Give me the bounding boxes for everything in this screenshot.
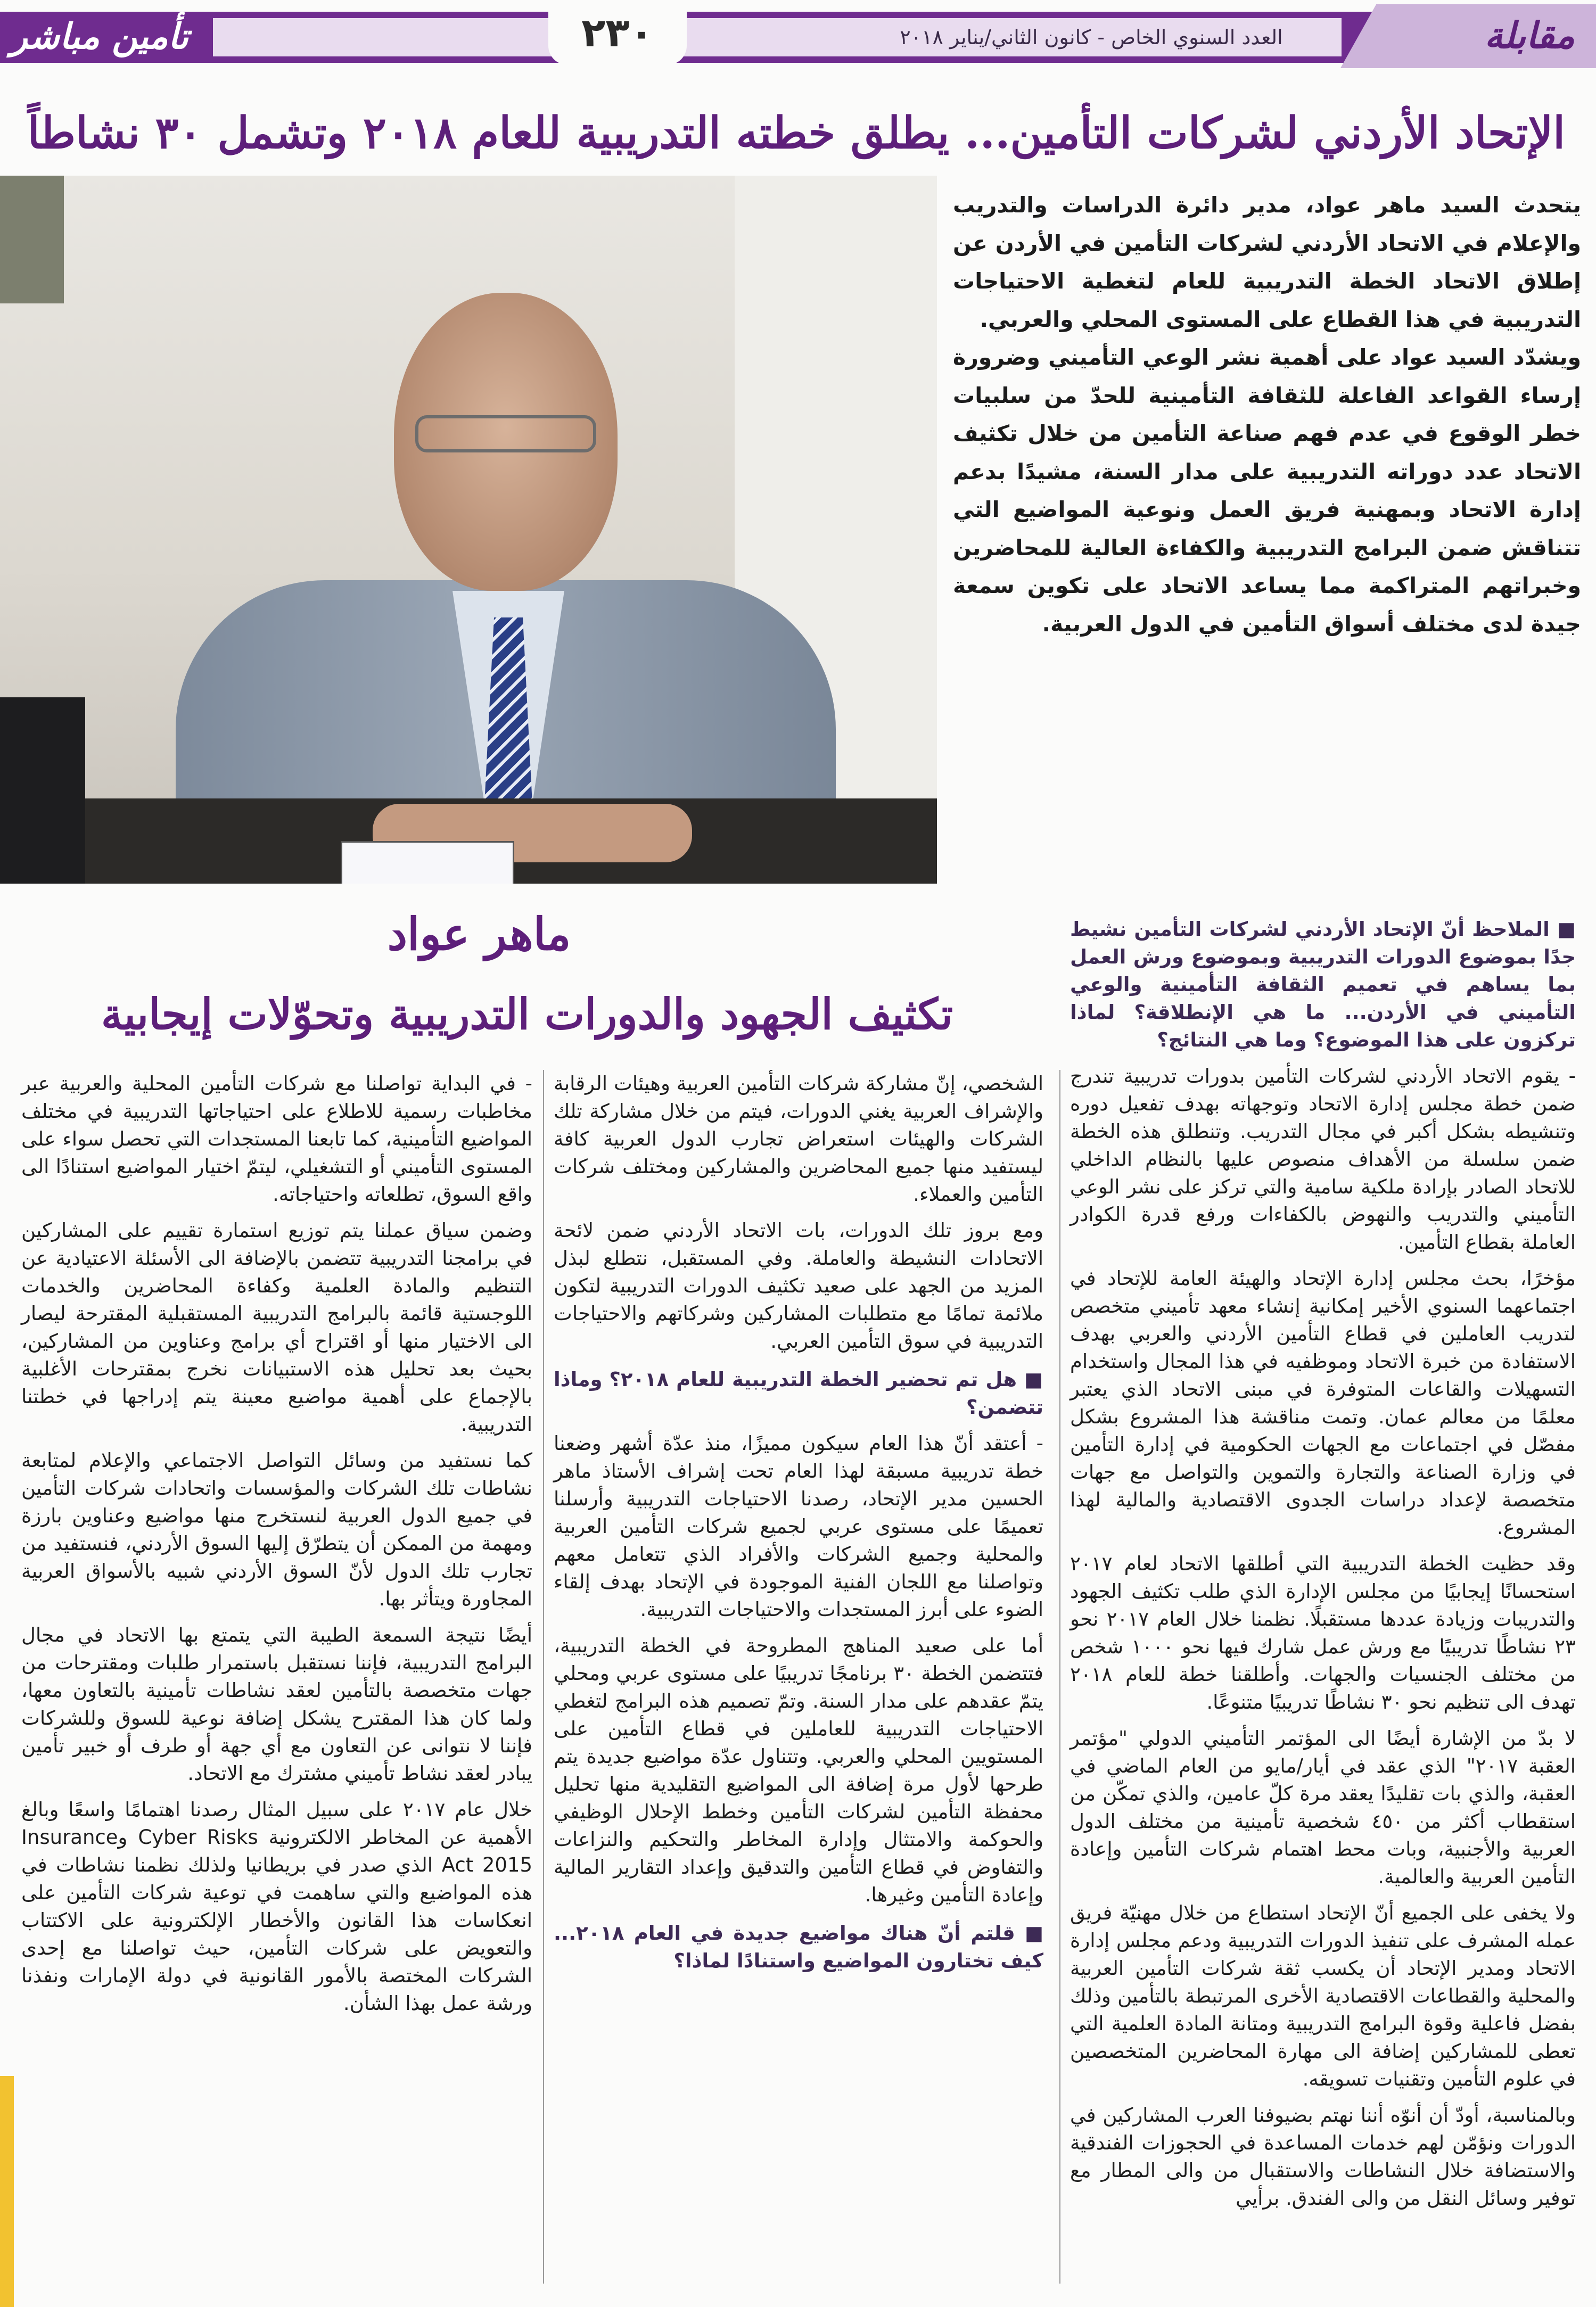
intro-paragraph: ويشدّد السيد عواد على أهمية نشر الوعي التأميني وضرورة إرساء القواعد الفاعلة للثقافة التأمينية للحدّ من سلبيات خطر الوقوع في عدم فهم صناعة التأمين من خلال تكثيف الاتحاد عدد دوراته التدريبية على مدار السنة، مشيدًا بدعم إدارة الاتحاد وبمهنية فريق العمل ونوعية المواضيع التي تتناقش ضمن البرامج التدريبية والكفاءة العالية للمحاضرين وخبراتهم المتراكمة مما يساعد الاتحاد على تكوين سمعة جيدة لدى مختلف أسواق التأمين في الدول العربية. (953, 344, 1581, 637)
column-divider (1059, 1070, 1060, 2284)
page-edge-mark (0, 2076, 14, 2307)
paragraph: ولا يخفى على الجميع أنّ الإتحاد استطاع من خلال مهنيّة فريق عمله المشرف على تنفيذ الدورات التدريبية ودعم مجلس إدارة الاتحاد ومدير الإتحاد أن يكسب ثقة شركات التأمين العربية والمحلية والقطاعات الاقتصادية الأخرى المرتبطة بالتأمين وذلك بفضل فاعلية وقوة البرامج التدريبية ومتانة المادة العلمية التي تعطى للمشاركين إضافة الى مهارة المحاضرين المتخصصين في علوم التأمين وتقنيات تسويقه. (1070, 1901, 1576, 2090)
photo-desk-card (341, 841, 514, 884)
question: ■ هل تم تحضير الخطة التدريبية للعام ٢٠١٨؟ وماذا تتضمن؟ (554, 1368, 1043, 1419)
issue-info: العدد السنوي الخاص - كانون الثاني/يناير ٢٠١٨ (900, 26, 1283, 49)
paragraph: أما على صعيد المناهج المطروحة في الخطة التدريبية، فتتضمن الخطة ٣٠ برنامجًا تدريبيًا على مستوى عربي ومحلي يتمّ عقدهم على مدار السنة. وتمّ تصميم هذه البرامج لتغطي الاحتياجات التدريبية للعاملين في قطاع التأمين على المستويين المحلي والعربي. وتتناول عدّة مواضيع جديدة يتم طرحها لأول مرة إضافة الى المواضيع التقليدية منها تحليل محفظة التأمين لشركات التأمين وخطط الإحلال الوظيفي والحوكمة والامتثال وإدارة المخاطر والتحكيم والنزاعات والتفاوض في قطاع التأمين والتدقيق وإعداد التقارير المالية وإعادة التأمين وغيرها. (554, 1634, 1043, 1906)
paragraph: وضمن سياق عملنا يتم توزيع استمارة تقييم على المشاركين في برامجنا التدريبية تتضمن بالإضافة الى الأسئلة الاعتيادية عن التنظيم والمادة العلمية وكفاءة المحاضرين والخدمات اللوجستية قائمة بالبرامج التدريبية المستقبلية المقترحة ليصار الى الاختيار منها أو اقتراح أي برامج وعناوين من المشاركين، بحيث بعد تحليل هذه الاستبيانات نخرج بمقترحات الأغلبية بالإجماع على أهمية مواضيع معينة يتم إدراجها في خطتنا التدريبية. (21, 1219, 532, 1436)
question: ■ الملاحظ أنّ الإتحاد الأردني لشركات التأمين نشيط جدًا بموضوع الدورات التدريبية وبموضوع ورش العمل بما يساهم في تعميم الثقافة التأمينية والوعي التأميني في الأردن... ما هي الإنطلاقة؟ لماذا تركزون على هذا الموضوع؟ وما هي النتائج؟ (1070, 918, 1576, 1051)
page-number: ٢٣٠ (548, 1, 687, 65)
paragraph: وبالمناسبة، أودّ أن أنوّه أننا نهتم بضيوفنا العرب المشاركين في الدورات ونؤمّن لهم خدمات المساعدة في الحجوزات الفندقية والاستضافة خلال النشاطات والاستقبال من والى المطار مع توفير وسائل النقل من والى الفندق. برأيي (1070, 2104, 1576, 2210)
paragraph: - أعتقد أنّ هذا العام سيكون مميزًا، منذ عدّة أشهر وضعنا خطة تدريبية مسبقة لهذا العام تحت إشراف الأستاذ ماهر الحسين مدير الإتحاد، رصدنا الاحتياجات التدريبية وأرسلنا تعميمًا على مستوى عربي لجميع شركات التأمين العربية والمحلية وجميع الشركات والأفراد الذي تتعامل معهم وتواصلنا مع اللجان الفنية الموجودة في الإتحاد بهدف إلقاء الضوء على أبرز المستجدات والاحتياجات التدريبية. (554, 1432, 1043, 1621)
photo-glasses (415, 415, 596, 452)
paragraph: الشخصي، إنّ مشاركة شركات التأمين العربية وهيئات الرقابة والإشراف العربية يغني الدورات، فيتم من خلال مشاركة تلك الشركات والهيئات استعراض تجارب الدول العربية كافة ليستفيد منها جميع المحاضرين والمشاركين ومختلف شركات التأمين والعملاء. (554, 1072, 1043, 1206)
column-divider (543, 1070, 544, 2284)
paragraph: ومع بروز تلك الدورات، بات الاتحاد الأردني ضمن لائحة الاتحادات النشيطة والعاملة. وفي المستقبل، نتطلع لبذل المزيد من الجهد على صعيد تكثيف الدورات التدريبية لتكون ملائمة تمامًا مع متطلبات المشاركين وشركاتهم والاحتياجات التدريبية في سوق التأمين العربي. (554, 1219, 1043, 1353)
question: ■ قلتم أنّ هناك مواضيع جديدة في العام ٢٠١٨... كيف تختارون المواضيع واستنادًا لماذا؟ (554, 1922, 1043, 1972)
intro-paragraph: يتحدث السيد ماهر عواد، مدير دائرة الدراسات والتدريب والإعلام في الاتحاد الأردني لشركات التأمين في الأردن عن إطلاق الاتحاد الخطة التدريبية للعام لتغطية الاحتياجات التدريبية في هذا القطاع على المستوى المحلي والعربي. (953, 192, 1581, 332)
header-bar (0, 0, 1596, 73)
column-left (21, 1070, 532, 2289)
paragraph: مؤخرًا، بحث مجلس إدارة الإتحاد والهيئة العامة للإتحاد في اجتماعهما السنوي الأخير إمكانية إنشاء معهد تأميني متخصص لتدريب العاملين في قطاع التأمين الأردني والعربي بهدف الاستفادة من خبرة الاتحاد وموظفيه في هذا المجال واستخدام التسهيلات والقاعات المتوفرة في مبنى الاتحاد الذي يعتبر معلمًا من معالم عمان. وتمت مناقشة هذا المشروع بشكل مفصّل في اجتماعات مع الجهات الحكومية في إدارة التأمين في وزارة الصناعة والتجارة والتموين والتواصل مع جهات متخصصة لإعداد دراسات الجدوى الاقتصادية والمالية لهذا المشروع. (1070, 1267, 1576, 1539)
photo-monitor (0, 697, 85, 884)
section-label: مقابلة (1484, 15, 1575, 57)
paragraph: - يقوم الاتحاد الأردني لشركات التأمين بدورات تدريبية تندرج ضمن خطة مجلس إدارة الاتحاد وتوجهاته بهدف تفعيل دوره وتنشيطه بشكل أكبر في مجال التدريب. وتنطلق هذه الخطة ضمن سلسلة من الأهداف منصوص عليها بالنظام الداخلي للاتحاد الصادر بإرادة ملكية سامية والتي تركز على نشر الوعي التأميني والتدريب والنهوض بالكفاءات ورفع قدرة الكوادر العاملة بقطاع التأمين. (1070, 1065, 1576, 1254)
headline: الإتحاد الأردني لشركات التأمين... يطلق خطته التدريبية للعام ٢٠١٨ وتشمل ٣٠ نشاطاً (27, 108, 1565, 159)
column-middle (554, 1070, 1043, 2289)
portrait-photo (0, 176, 937, 884)
paragraph: خلال عام ٢٠١٧ على سبيل المثال رصدنا اهتمامًا واسعًا وبالغ الأهمية عن المخاطر الالكترونية Cyber Risks وInsurance Act 2015 الذي صدر في بريطانيا ولذلك نظمنا نشاطات في هذه المواضيع والتي ساهمت في توعية شركات التأمين على انعكاسات هذا القانون والأخطار الإلكترونية على الاكتتاب والتعويض على شركات التأمين، حيث تواصلنا مع إحدى الشركات المختصة بالأمور القانونية في دولة الإمارات ونفذنا ورشة عمل بهذا الشأن. (21, 1798, 533, 2015)
paragraph: لا بدّ من الإشارة أيضًا الى المؤتمر التأميني الدولي "مؤتمر العقبة ٢٠١٧" الذي عقد في أيار/مايو من العام الماضي في العقبة، والذي بات تقليدًا يعقد مرة كلّ عامين، والذي تمكّن من استقطاب أكثر من ٤٥٠ شخصية تأمينية من مختلف الدول العربية والأجنبية، وبات محط اهتمام شركات التأمين وإعادة التأمين العربية والعالمية. (1070, 1727, 1576, 1888)
magazine-name: تأمين مباشر (11, 16, 189, 57)
paragraph: وقد حظيت الخطة التدريبية التي أطلقها الاتحاد لعام ٢٠١٧ استحسانًا إيجابيًا من مجلس الإدارة الذي طلب تكثيف الجهود والتدريبات وزيادة عددها مستقبلًا. نظمنا خلال العام ٢٠١٧ نحو ٢٣ نشاطًا تدريبيًا مع ورش عمل شارك فيها نحو ١٠٠٠ شخص من مختلف الجنسيات والجهات. وأطلقنا خطة للعام ٢٠١٨ تهدف الى تنظيم نحو ٣٠ نشاطًا تدريبيًا متنوعًا. (1070, 1552, 1576, 1713)
paragraph: كما نستفيد من وسائل التواصل الاجتماعي والإعلام لمتابعة نشاطات تلك الشركات والمؤسسات واتحادات شركات التأمين في جميع الدول العربية لنستخرج منها مواضيع وعناوين بارزة ومهمة من الممكن أن يتطرّق إليها السوق الأردني، فنستفيد من تجارب تلك الدول لأنّ السوق الأردني شبيه بالأسواق العربية المجاورة ويتأثر بها. (21, 1449, 532, 1610)
article-subtitle: تكثيف الجهود والدورات التدريبية وتحوّلات إيجابية (101, 989, 953, 1039)
photo-background-object (0, 176, 64, 303)
paragraph: - في البداية تواصلنا مع شركات التأمين المحلية والعربية عبر مخاطبات رسمية للاطلاع على احتياجاتها التدريبية في مختلف المواضيع التأمينية، كما تابعنا المستجدات التي تحصل سواء على المستوى التأميني أو التشغيلي، ليتمّ اختيار المواضيع استنادًا الى واقع السوق، تطلعاته واحتياجاته. (21, 1072, 532, 1206)
intro-text (953, 186, 1581, 873)
person-name: ماهر عواد (387, 908, 571, 960)
paragraph: أيضًا نتيجة السمعة الطيبة التي يتمتع بها الاتحاد في مجال البرامج التدريبية، فإننا نستقبل باستمرار طلبات ومقترحات من جهات متخصصة بالتأمين لعقد نشاطات تأمينية بالتعاون معها، ولما كان هذا المقترح يشكل إضافة نوعية للسوق وللشركات فإننا لا نتوانى عن التعاون مع أي جهة أو طرف أو خبير تأمين يبادر لعقد نشاط تأميني مشترك مع الاتحاد. (21, 1624, 532, 1785)
column-right (1070, 905, 1576, 2289)
